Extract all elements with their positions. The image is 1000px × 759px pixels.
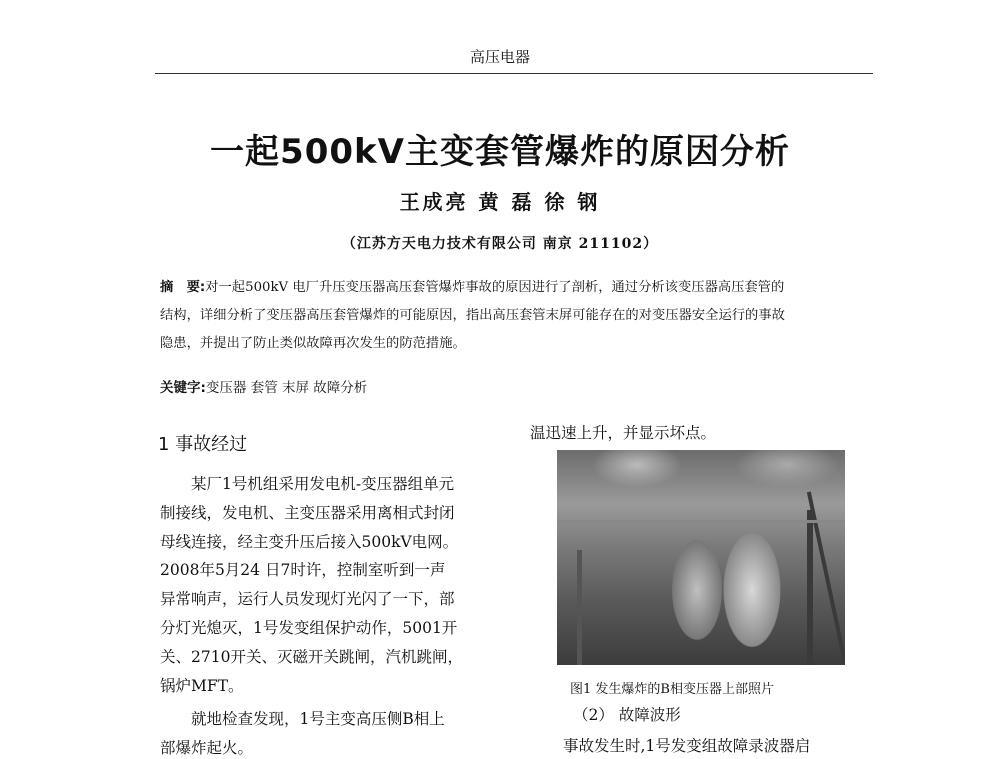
abstract-line: 结构，详细分析了变压器高压套管爆炸的可能原因，指出高压套管末屏可能存在的对变压器安全运行的事故	[160, 308, 785, 323]
abstract-line	[160, 276, 784, 295]
body-line: 分灯光熄灭，1号发变组保护动作，5001开	[160, 619, 458, 637]
body-line: 事故发生时,1号发变组故障录波器启	[563, 737, 811, 755]
body-line: 2008年5月24 日7时许，控制室听到一声	[160, 561, 446, 579]
body-line: 部爆炸起火。	[160, 739, 254, 757]
abstract-line: 隐患，并提出了防止类似故障再次发生的防范措施。	[160, 336, 466, 351]
keywords-text: 变压器 套管 末屏 故障分析	[205, 380, 368, 396]
keywords-label: 关键字:	[160, 380, 206, 396]
paper-title: 一起500kV主变套管爆炸的原因分析	[210, 132, 790, 172]
header-rule	[155, 73, 873, 74]
running-head: 高压电器	[469, 48, 530, 66]
keywords	[160, 376, 367, 396]
abstract-text: 对一起500kV 电厂升压变压器高压套管爆炸事故的原因进行了剖析，通过分析该变压器高压套管的	[205, 280, 785, 295]
authors: 王成亮 黄 磊 徐 钢	[399, 190, 601, 214]
figure-caption: 图1 发生爆炸的B相变压器上部照片	[570, 682, 774, 697]
affiliation: （江苏方天电力技术有限公司 南京 211102）	[341, 236, 659, 252]
body-line: 温迅速上升，并显示坏点。	[530, 424, 717, 442]
body-line: 制接线，发电机、主变压器采用离相式封闭	[160, 504, 455, 522]
subsection-heading: （2） 故障波形	[573, 706, 681, 724]
body-line: 关、2710开关、灭磁开关跳闸，汽机跳闸，	[160, 648, 463, 666]
figure-photo	[557, 450, 845, 665]
section-heading: 1 事故经过	[158, 434, 248, 455]
body-line: 母线连接，经主变升压后接入500kV电网。	[160, 533, 459, 551]
body-line: 异常响声，运行人员发现灯光闪了一下，部	[160, 590, 455, 608]
body-line: 某厂1号机组采用发电机-变压器组单元	[160, 475, 455, 493]
body-line: 就地检查发现，1号主变高压侧B相上	[160, 710, 445, 728]
abstract-label: 摘 要:	[160, 280, 206, 295]
body-line: 锅炉MFT。	[160, 677, 244, 695]
